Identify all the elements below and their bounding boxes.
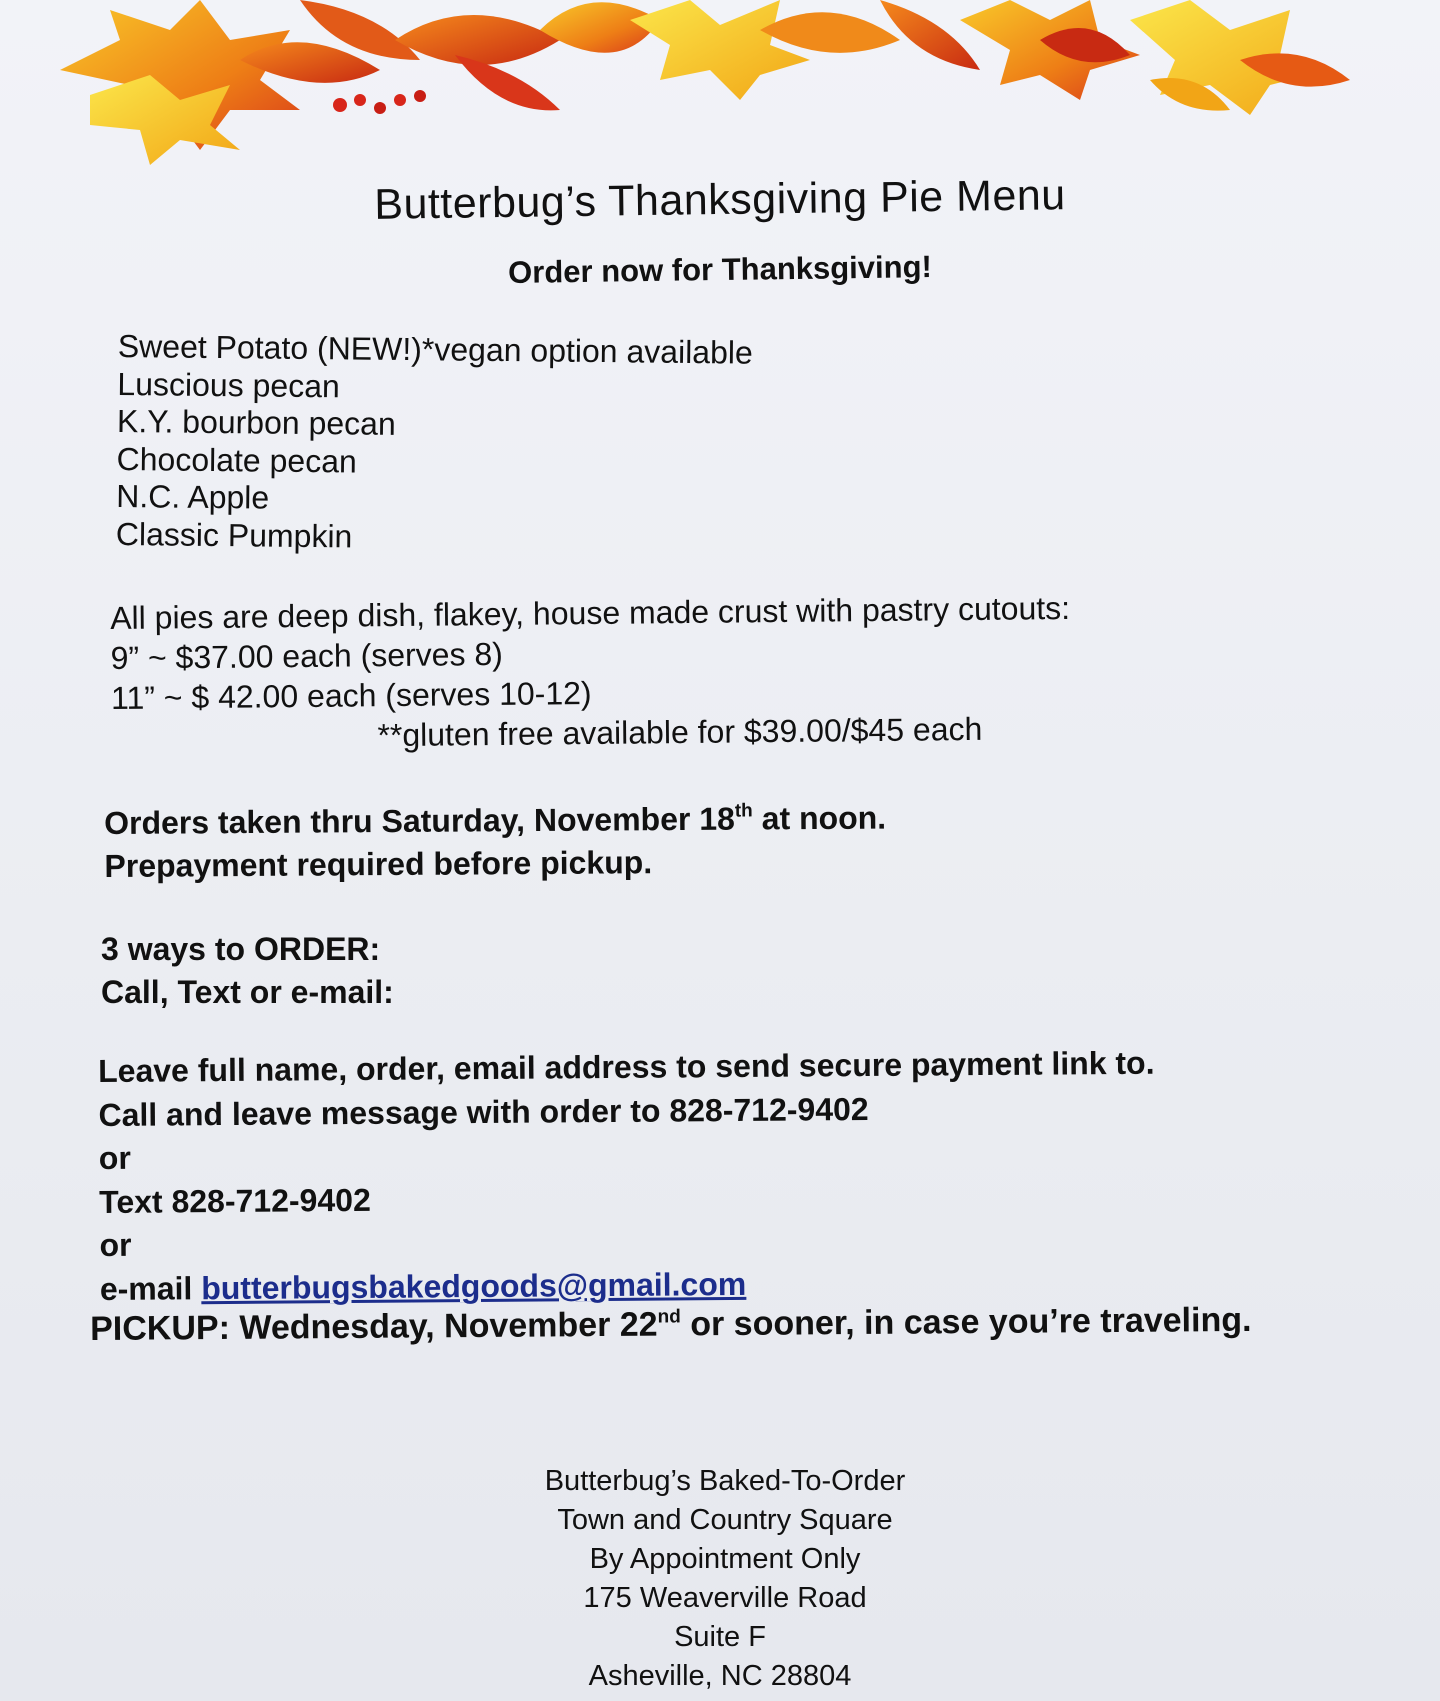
address-line: Butterbug’s Baked-To-Order [544,1465,906,1497]
berry-icon [354,94,366,106]
order-deadline [104,797,887,888]
price-11-inch: 11” ~ $ 42.00 each (serves 10-12) [110,674,592,716]
gluten-free-note: **gluten free available for $39.00/$45 each [377,710,983,754]
autumn-leaves-border [0,0,1440,170]
pricing-section [110,588,1072,758]
email-link[interactable]: butterbugsbakedgoods@gmail.com [201,1265,747,1306]
pickup-note: or sooner, in case you’re traveling. [680,1300,1252,1344]
call-text: Call and leave message with order to 828-712-9402 [98,1090,869,1133]
list-item: K.Y. bourbon pecan [116,402,396,442]
maple-leaf-icon [630,0,810,100]
prepayment-note: Prepayment required before pickup. [104,844,653,884]
leave-info-text: Leave full name, order, email address to send secure payment link to. [98,1044,1155,1089]
berry-icon [394,94,406,106]
deadline-ordinal: th [734,800,753,822]
leaf-icon [395,15,560,65]
pie-list [116,328,753,560]
pickup-text: PICKUP: Wednesday, November 22 [90,1305,658,1348]
page-subtitle: Order now for Thanksgiving! [507,249,933,290]
pickup-info [90,1301,1290,1348]
deadline-line [104,797,886,845]
text-number: Text 828-712-9402 [99,1181,371,1220]
list-item: Sweet Potato (NEW!)*vegan option available [117,328,753,371]
address-line: Suite F [674,1621,766,1653]
order-instructions [98,1042,1156,1311]
business-address [0,1462,1440,1696]
address-line: Town and Country Square [557,1504,893,1536]
or-separator: or [98,1139,131,1176]
deadline-text: Orders taken thru Saturday, November 18 [104,800,735,841]
list-item: Classic Pumpkin [115,515,353,554]
leaf-icon [760,12,900,53]
crust-description: All pies are deep dish, flakey, house made crust with pastry cutouts: [110,589,1071,636]
list-item: N.C. Apple [116,477,270,516]
berry-icon [374,102,386,114]
page-title: Butterbug’s Thanksgiving Pie Menu [373,171,1066,229]
or-separator: or [99,1226,132,1263]
address-line: Asheville, NC 28804 [588,1660,852,1692]
list-item: Chocolate pecan [116,440,357,480]
email-prefix: e-mail [99,1269,202,1307]
ways-methods: Call, Text or e-mail: [101,974,394,1010]
address-line: By Appointment Only [589,1543,861,1575]
address-line: 175 Weaverville Road [583,1582,867,1614]
leaf-icon [455,55,560,110]
ways-line: 3 ways to ORDER: [101,931,381,967]
berry-icon [333,98,347,112]
deadline-time: at noon. [752,799,887,837]
list-item: Luscious pecan [117,365,340,404]
berry-icon [414,90,426,102]
price-9-inch: 9” ~ $37.00 each (serves 8) [110,635,504,676]
pickup-ordinal: nd [657,1306,681,1328]
order-methods-heading [101,928,394,1014]
leaf-icon [880,0,980,70]
